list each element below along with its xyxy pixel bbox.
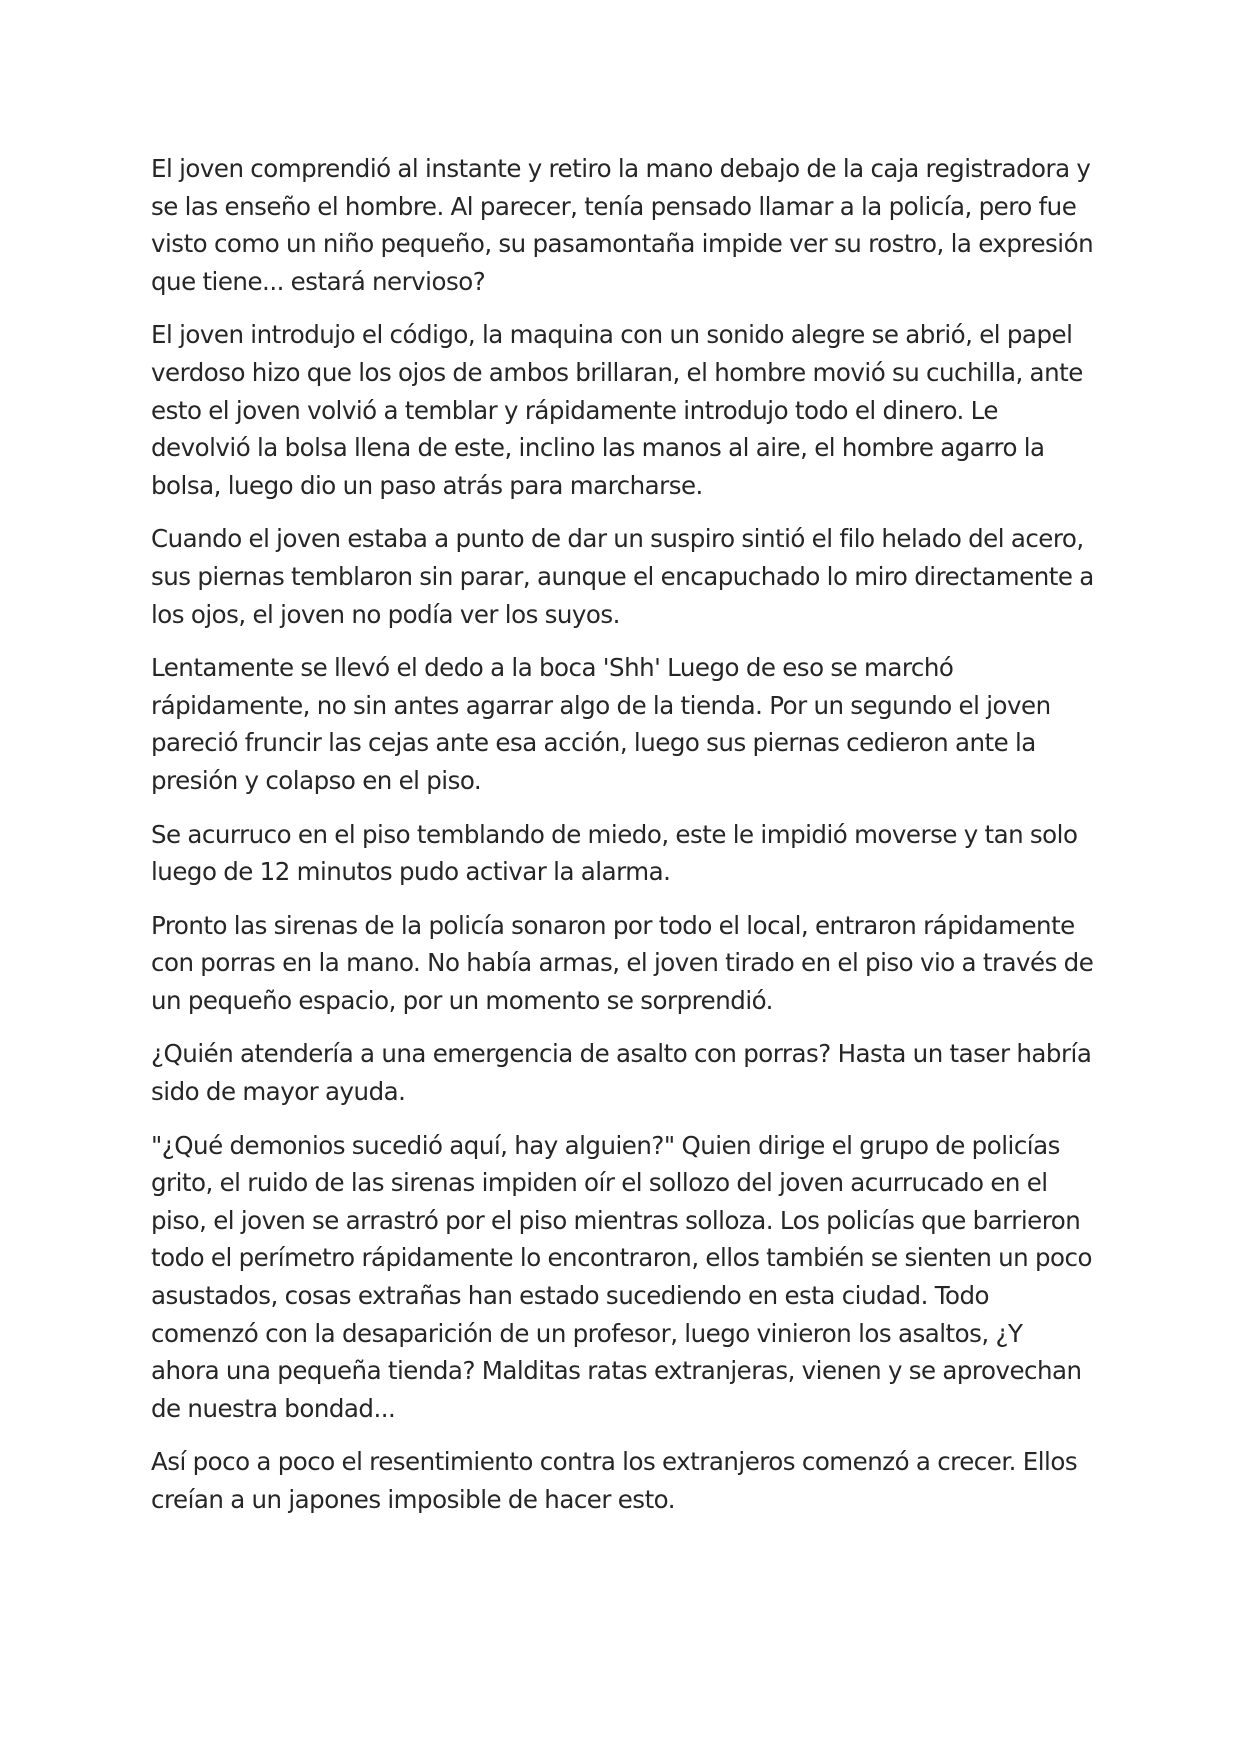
paragraph-9: Así poco a poco el resentimiento contra los extranjeros comenzó a crecer. Ellos creían a un japones imposible de hacer esto.: [151, 1447, 1078, 1514]
paragraph-3: Cuando el joven estaba a punto de dar un suspiro sintió el filo helado del acero, sus piernas temblaron sin parar, aunque el encapuchado lo miro directamente a los ojos, el joven no podía ver los suyos.: [151, 524, 1094, 629]
paragraph-4: Lentamente se llevó el dedo a la boca 'Shh' Luego de eso se marchó rápidamente, no sin antes agarrar algo de la tienda. Por un segundo el joven pareció fruncir las cejas ante esa acción, luego sus piernas cedieron ante la presión y colapso en el piso.: [151, 653, 1051, 795]
paragraph-1: El joven comprendió al instante y retiro la mano debajo de la caja registradora y se las enseño el hombre. Al parecer, tenía pensado llamar a la policía, pero fue visto como un niño pequeño, su pasamontaña impide ver su rostro, la expresión que tiene... estará nervioso?: [151, 154, 1094, 296]
paragraph-6: Pronto las sirenas de la policía sonaron por todo el local, entraron rápidamente con porras en la mano. No había armas, el joven tirado en el piso vio a través de un pequeño espacio, por un momento se sorprendió.: [151, 910, 1094, 1015]
paragraph-2: El joven introdujo el código, la maquina con un sonido alegre se abrió, el papel verdoso hizo que los ojos de ambos brillaran, el hombre movió su cuchilla, ante esto el joven volvió a temblar y rápidamente introdujo todo el dinero. Le devolvió la bolsa llena de este, inclino las manos al aire, el hombre agarro la bolsa, luego dio un paso atrás para marcharse.: [151, 320, 1083, 500]
paragraph-8: "¿Qué demonios sucedió aquí, hay alguien?" Quien dirige el grupo de policías grito, el ruido de las sirenas impiden oír el sollozo del joven acurrucado en el piso, el joven se arrastró por el piso mientras solloza. Los policías que barrieron todo el perímetro rápidamente lo encontraron, ellos también se sienten un poco asustados, cosas extrañas han estado sucediendo en esta ciudad. Todo comenzó con la desaparición de un profesor, luego vinieron los asaltos, ¿Y ahora una pequeña tienda? Malditas ratas extranjeras, vienen y se aprovechan de nuestra bondad...: [151, 1130, 1092, 1423]
document-body: [151, 150, 1096, 1535]
paragraph-7: ¿Quién atendería a una emergencia de asalto con porras? Hasta un taser habría sido de mayor ayuda.: [151, 1039, 1092, 1107]
paragraph-5: Se acurruco en el piso temblando de miedo, este le impidió moverse y tan solo luego de 12 minutos pudo activar la alarma.: [151, 819, 1078, 887]
